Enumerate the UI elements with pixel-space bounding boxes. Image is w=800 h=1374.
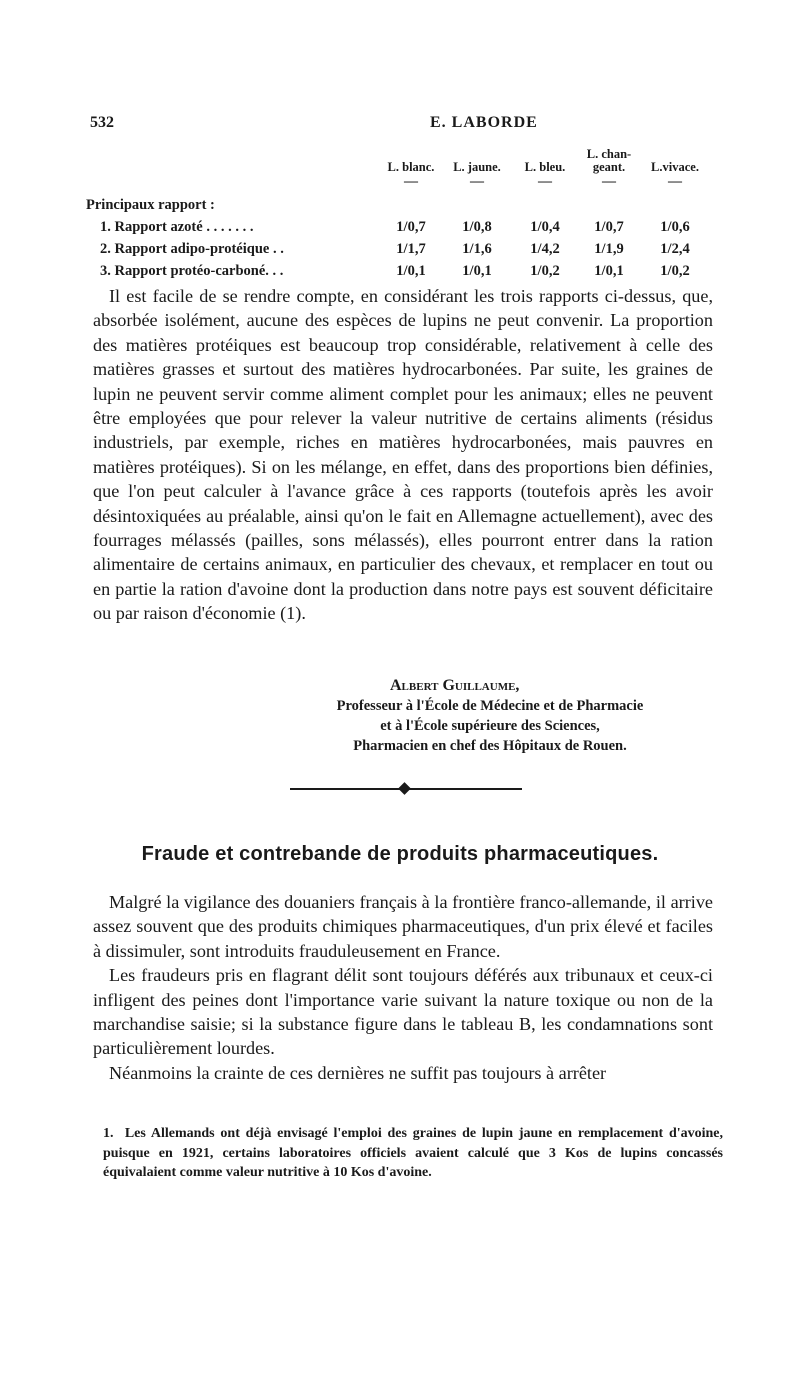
table-cell: 1/0,1 xyxy=(594,263,624,279)
row-label: 1. Rapport azoté . . . . . . . xyxy=(100,219,254,235)
column-dash: — xyxy=(404,174,418,189)
footnote-reference: (1). xyxy=(280,603,306,624)
table-cell: 1/0,1 xyxy=(396,263,426,279)
table-cell: 1/0,4 xyxy=(530,219,560,235)
paragraph: Malgré la vigilance des douaniers français à la frontière franco-allemande, il arrive assez souvent que des produits chimiques pharmaceutiques, d'un prix élevé et faciles à dissimuler, sont introduits frauduleusement en France. xyxy=(93,892,713,961)
article-body xyxy=(93,890,713,1085)
footnote xyxy=(103,1124,723,1183)
author-name: Albert Guillaume, xyxy=(390,677,520,694)
column-dash: — xyxy=(470,174,484,189)
table-cell: 1/4,2 xyxy=(530,241,560,257)
table-cell: 1/2,4 xyxy=(660,241,690,257)
paragraph: Il est facile de se rendre compte, en considérant les trois rapports ci-dessus, que, absorbée isolément, aucune des espèces de lupins ne peut convenir. La proportion des matières protéiques est beaucoup trop considérable, relativement à celle des matières grasses et surtout des matières hydrocarbonées. Par suite, les graines de lupin ne peuvent servir comme aliment complet pour les animaux; elles ne peuvent être employées que pour relever la valeur nutritive de certains aliments (résidus industriels, par exemple, riches en matières hydrocarbonées, mais pauvres en matières protéiques). Si on les mélange, en effet, dans des proportions bien définies, que l'on peut calculer à l'avance grâce à ces rapports (toutefois après les avoir désintoxiquées au préalable, ainsi qu'on le fait en Allemagne actuellement), avec des fourrages mélassés (pailles, sons mélassés), elles pourront entrer dans la ration alimentaire de certains animaux, en particulier des chevaux, et remplacer en tout ou en partie la ration d'avoine dont la production dans notre pays est souvent déficitaire ou par raison d'économie (1). xyxy=(93,286,713,624)
table-cell: 1/0,6 xyxy=(660,219,690,235)
column-dash: — xyxy=(668,174,682,189)
table-cell: 1/0,7 xyxy=(594,219,624,235)
author-title: et à l'École supérieure des Sciences, xyxy=(380,718,600,734)
author-title: Professeur à l'École de Médecine et de Pharmacie xyxy=(336,698,644,714)
section-divider xyxy=(290,784,522,794)
column-header: L. blanc. xyxy=(387,160,435,174)
section-label: Principaux rapport : xyxy=(86,197,215,213)
table-row xyxy=(86,214,710,236)
running-head: E. LABORDE xyxy=(430,114,538,131)
column-header: L. chan- geant. xyxy=(586,147,632,174)
table-cell: 1/0,7 xyxy=(396,219,426,235)
footnote-text: Les Allemands ont déjà envisagé l'emploi des graines de lupin jaune en remplacement d'avoine, puisque en 1921, certains laboratoires officiels avaient calculé que 3 Kos de lupins concassés équivalaient comme valeur nutritive à 10 Kos d'avoine. xyxy=(103,1126,724,1180)
table-cell: 1/0,2 xyxy=(530,263,560,279)
column-dash: — xyxy=(602,174,616,189)
table-cell: 1/1,7 xyxy=(396,241,426,257)
column-dash: — xyxy=(538,174,552,189)
paragraph: Les fraudeurs pris en flagrant délit sont toujours déférés aux tribunaux et ceux-ci infligent des peines dont l'importance varie suivant la nature toxique ou non de la marchandise saisie; si la substance figure dans le tableau B, les condamnations sont particulièrement lourdes. xyxy=(93,965,713,1059)
table-cell: 1/0,8 xyxy=(462,219,492,235)
table-cell: 1/1,9 xyxy=(594,241,624,257)
dash-row xyxy=(86,174,710,190)
table-row xyxy=(86,258,710,280)
paragraph: Néanmoins la crainte de ces dernières ne suffit pas toujours à arrêter xyxy=(109,1062,607,1083)
diamond-ornament-icon xyxy=(398,782,411,795)
rapports-table xyxy=(86,146,710,280)
column-header: L. bleu. xyxy=(524,160,566,174)
column-header: L. jaune. xyxy=(453,160,501,174)
section-row xyxy=(86,190,710,214)
signature-block xyxy=(290,676,690,756)
table-header-row xyxy=(86,146,710,174)
author-title: Pharmacien en chef des Hôpitaux de Rouen. xyxy=(353,738,627,754)
table-cell: 1/0,2 xyxy=(660,263,690,279)
page-number: 532 xyxy=(90,114,114,131)
table-row xyxy=(86,236,710,258)
row-label: 2. Rapport adipo-protéique . . xyxy=(100,241,284,257)
article-title: Fraude et contrebande de produits pharmaceutiques. xyxy=(141,843,659,865)
article-body xyxy=(93,284,713,626)
page-header xyxy=(90,114,730,138)
row-label: 3. Rapport protéo-carboné. . . xyxy=(100,263,284,279)
table-cell: 1/1,6 xyxy=(462,241,492,257)
table-cell: 1/0,1 xyxy=(462,263,492,279)
column-header: L.vivace. xyxy=(651,160,699,174)
footnote-number: 1. xyxy=(103,1126,114,1141)
